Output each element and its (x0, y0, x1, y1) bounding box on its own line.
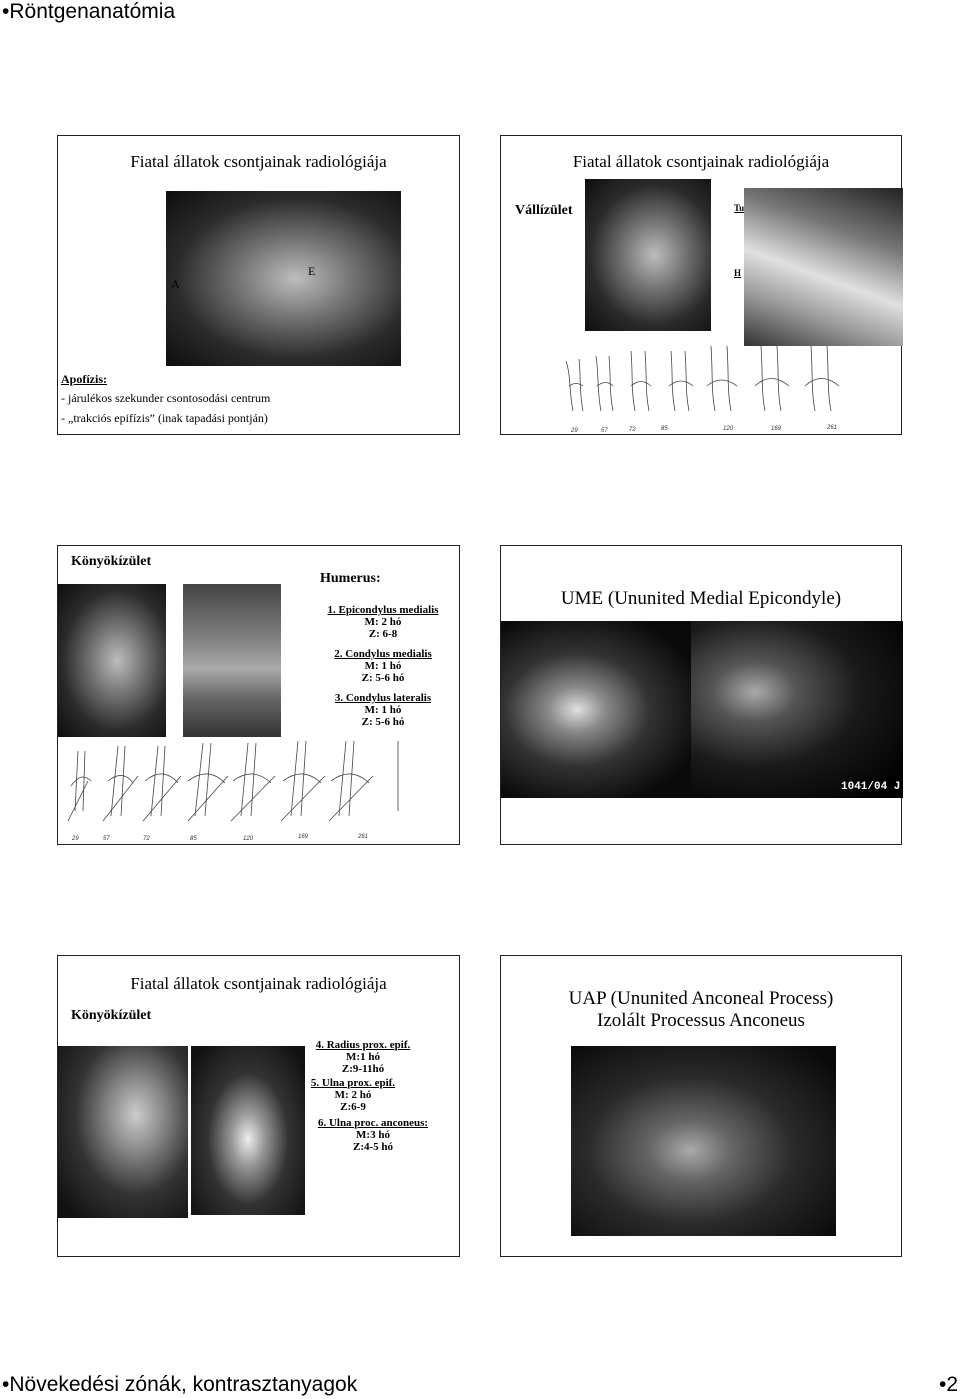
label-h: H (734, 268, 742, 278)
slide-3 (57, 545, 460, 845)
item-m: M: 1 hó (364, 660, 402, 672)
sketch-age-label: 85 (661, 426, 668, 432)
image-caption: 1041/04 J (841, 781, 901, 793)
humerus-heading: Humerus: (320, 571, 381, 586)
xray-image-ume-1 (501, 621, 691, 798)
label-a: A (171, 277, 180, 291)
konyokizulet-heading: Könyökízület (71, 554, 152, 569)
xray-image-shoulder-1 (585, 179, 711, 331)
humerus-item-1 (313, 604, 453, 640)
sketch-age-label: 85 (190, 836, 197, 842)
item-z: Z:4-5 hó (352, 1141, 394, 1153)
sketch-age-label: 261 (358, 834, 369, 840)
xray-image-elbow-1 (58, 1046, 188, 1218)
item-z: Z:6-9 (340, 1101, 366, 1113)
item-z: Z: 6-8 (368, 628, 398, 640)
sketch-age-label: 29 (571, 428, 578, 434)
xray-image-knee (166, 191, 401, 366)
slide-4 (500, 545, 902, 845)
elbow-item-4 (303, 1039, 423, 1075)
slide-title: Fiatal állatok csontjainak radiológiája (130, 152, 387, 171)
sketch-age-label: 169 (771, 426, 782, 432)
item-m: M: 2 hó (364, 616, 402, 628)
humerus-item-3 (313, 692, 453, 728)
xray-image-shoulder-2 (744, 188, 903, 346)
slide-1 (57, 135, 460, 435)
xray-image-uap (571, 1046, 836, 1236)
sketch-age-label: 57 (103, 836, 110, 842)
slide-2 (500, 135, 902, 435)
page-header: •Röntgenanatómia (2, 0, 176, 23)
sketch-age-label: 72 (629, 427, 636, 433)
item-m: M:3 hó (356, 1129, 390, 1141)
sketch-age-label: 120 (243, 836, 254, 842)
item-z: Z: 5-6 hó (361, 716, 405, 728)
elbow-item-5 (303, 1077, 403, 1113)
sketch-age-label: 29 (72, 836, 79, 842)
xray-image-ume-2 (691, 621, 903, 798)
elbow-item-6 (308, 1117, 438, 1153)
xray-image-elbow-frontal (183, 584, 281, 737)
slide-title-line-1: UAP (Ununited Anconeal Process) (568, 988, 834, 1009)
item-m: M:1 hó (346, 1051, 380, 1063)
item-name: 2. Condylus medialis (334, 648, 432, 660)
elbow-growth-sketches (63, 741, 403, 826)
item-name: 1. Epicondylus medialis (327, 604, 439, 616)
page-number: •2 (938, 1373, 958, 1396)
apofizis-line-1: - járulékos szekunder csontosodási centrum (61, 391, 271, 405)
item-name: 6. Ulna proc. anconeus: (317, 1117, 429, 1129)
sketch-age-label: 261 (827, 425, 838, 431)
sketch-age-label: 57 (601, 428, 608, 434)
sketch-age-label: 120 (723, 426, 734, 432)
item-m: M: 2 hó (334, 1089, 372, 1101)
slide-title: Fiatal állatok csontjainak radiológiája (572, 152, 830, 171)
item-z: Z:9-11hó (341, 1063, 385, 1075)
item-z: Z: 5-6 hó (361, 672, 405, 684)
item-m: M: 1 hó (364, 704, 402, 716)
slide-5 (57, 955, 460, 1257)
sketch-age-label: 72 (143, 836, 150, 842)
shoulder-growth-sketches (561, 341, 861, 416)
slide-title: UME (Ununited Medial Epicondyle) (560, 588, 842, 609)
label-e: E (308, 264, 316, 278)
xray-image-elbow-2 (191, 1046, 305, 1215)
konyokizulet-heading: Könyökízület (71, 1008, 152, 1023)
item-name: 5. Ulna prox. epif. (310, 1077, 396, 1089)
slide-title: Fiatal állatok csontjainak radiológiája (130, 974, 387, 993)
slide-title-line-2: Izolált Processus Anconeus (597, 1010, 805, 1031)
label-tu: Tu (734, 203, 745, 213)
slide-6 (500, 955, 902, 1257)
vallizulet-heading: Vállízület (515, 203, 573, 218)
page-footer-title: •Növekedési zónák, kontrasztanyagok (2, 1373, 358, 1396)
sketch-age-label: 169 (298, 834, 309, 840)
item-name: 3. Condylus lateralis (334, 692, 432, 704)
item-name: 4. Radius prox. epif. (315, 1039, 411, 1051)
apofizis-heading: Apofízis: (61, 372, 107, 386)
humerus-item-2 (313, 648, 453, 684)
apofizis-line-2: - „trakciós epifízis” (inak tapadási pontján) (61, 411, 268, 425)
xray-image-elbow-lateral (58, 584, 166, 737)
